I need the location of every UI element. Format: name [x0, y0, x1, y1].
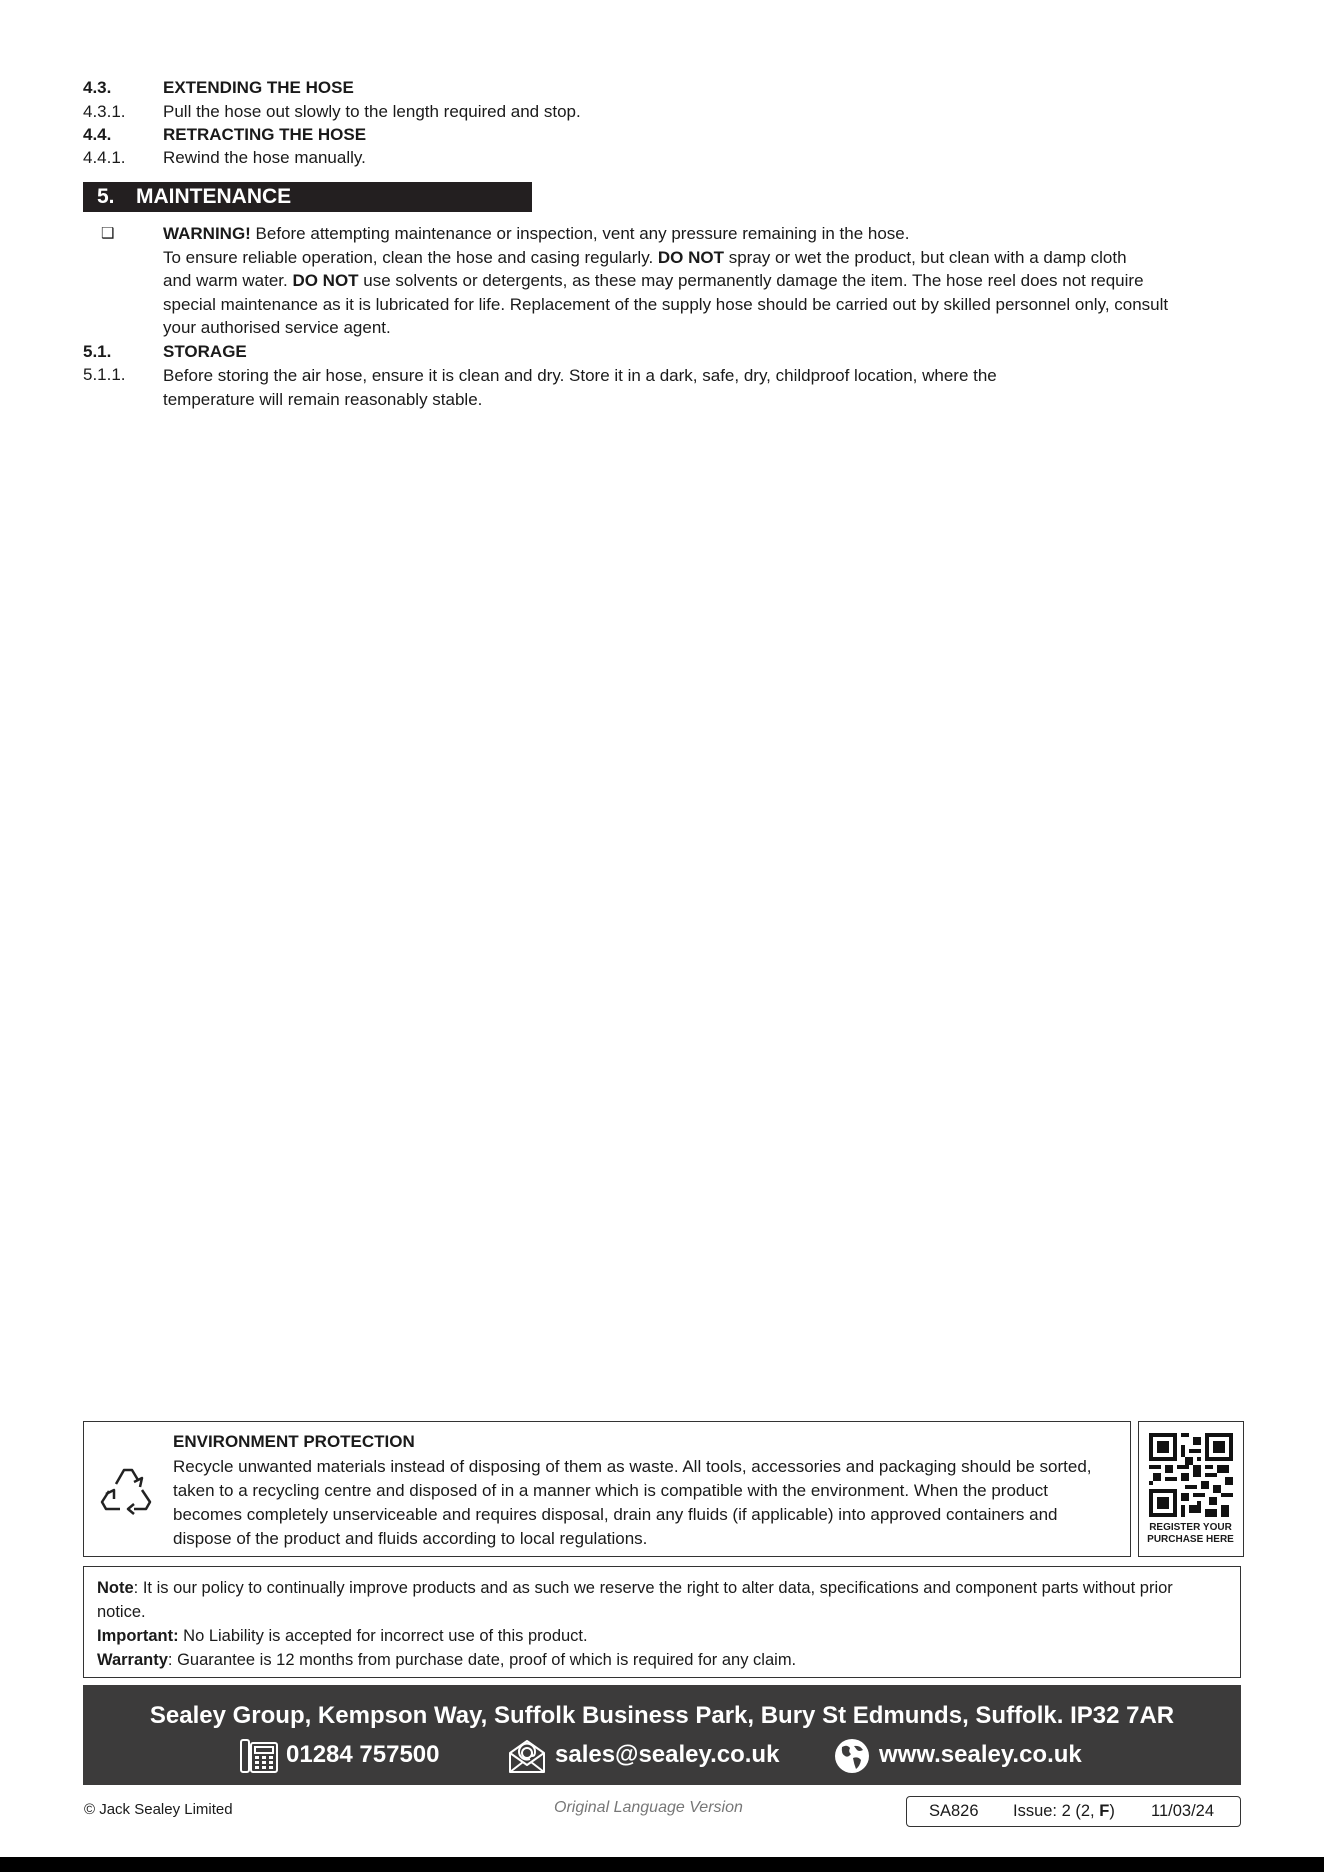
page-bottom-border [0, 1857, 1324, 1872]
note-text [97, 1576, 1227, 1672]
section-title: MAINTENANCE [136, 185, 292, 208]
document-reference [906, 1796, 1241, 1827]
checkbox-bullet-icon: ❑ [101, 225, 115, 242]
model-number: SA826 [929, 1802, 979, 1820]
env-text-line: becomes completely unserviceable and requires disposal, drain any fluids (if applicable) into approved containers and [173, 1505, 1058, 1524]
important-text: No Liability is accepted for incorrect use of this product. [178, 1627, 588, 1645]
section-number: 4.3. [83, 78, 112, 97]
issue-text: Issue: 2 (2, [1013, 1802, 1100, 1820]
env-text-line: Recycle unwanted materials instead of disposing of them as waste. All tools, accessories and packaging should be sorted, [173, 1457, 1092, 1476]
step-text: Pull the hose out slowly to the length required and stop. [163, 102, 581, 121]
step-number: 4.3.1. [83, 102, 126, 121]
step-number: 5.1.1. [83, 365, 126, 384]
step-text-line: temperature will remain reasonably stable. [163, 389, 483, 409]
issue-text: ) [1109, 1802, 1115, 1820]
recycle-icon [94, 1454, 160, 1520]
section-number: 4.4. [83, 125, 112, 144]
warning-text: and warm water. [163, 271, 293, 290]
warranty-label: Warranty [97, 1651, 168, 1669]
note-line: notice. [97, 1603, 146, 1621]
step-text [163, 364, 1238, 411]
section-header-maintenance [83, 182, 532, 212]
issue-date: 11/03/24 [1151, 1802, 1215, 1820]
note-line: : It is our policy to continually improve products and as such we reserve the right to alter data, specifications and component parts without prior [133, 1579, 1173, 1597]
qr-caption-line: REGISTER YOUR [1149, 1522, 1232, 1533]
note-label: Note [97, 1579, 134, 1597]
section-number: 5. [97, 185, 115, 208]
maintenance-warning [163, 222, 1238, 340]
step-number: 4.4.1. [83, 148, 126, 167]
note-box [83, 1566, 1241, 1678]
issue-number [1013, 1797, 1115, 1825]
phone-icon [239, 1737, 279, 1775]
section-number: 5.1. [83, 342, 112, 361]
warranty-text: : Guarantee is 12 months from purchase date, proof of which is required for any claim. [167, 1651, 797, 1669]
language-version: Original Language Version [554, 1799, 743, 1816]
warning-text: use solvents or detergents, as these may permanently damage the item. The hose reel does not require [358, 271, 1144, 290]
warning-text: To ensure reliable operation, clean the hose and casing regularly. [163, 247, 658, 267]
env-text-line: taken to a recycling centre and disposed of in a manner which is compatible with the environment. When the product [173, 1481, 1049, 1500]
step-text-line: Before storing the air hose, ensure it is clean and dry. Store it in a dark, safe, dry, childproof location, where the [163, 366, 997, 385]
warning-label: WARNING! [163, 224, 251, 243]
warning-text: your authorised service agent. [163, 318, 391, 337]
contact-banner [83, 1685, 1241, 1785]
qr-caption-line: PURCHASE HERE [1147, 1534, 1234, 1545]
emphasis: DO NOT [657, 247, 724, 267]
warning-text: Before attempting maintenance or inspection, vent any pressure remaining in the hose. [250, 224, 910, 243]
emphasis: DO NOT [292, 271, 359, 290]
environment-protection-box [83, 1421, 1131, 1557]
section-heading: RETRACTING THE HOSE [163, 125, 367, 144]
qr-code-icon[interactable] [1149, 1433, 1233, 1517]
env-text-line: dispose of the product and fluids according to local regulations. [173, 1529, 648, 1548]
website-link[interactable]: www.sealey.co.uk [879, 1741, 1082, 1768]
issue-code: F [1099, 1802, 1110, 1820]
section-heading: STORAGE [163, 342, 247, 361]
step-text: Rewind the hose manually. [163, 148, 366, 167]
phone-number[interactable]: 01284 757500 [286, 1741, 440, 1768]
section-heading: EXTENDING THE HOSE [163, 78, 354, 97]
email-icon [507, 1737, 547, 1775]
copyright: © Jack Sealey Limited [84, 1801, 233, 1818]
register-purchase-box[interactable] [1138, 1421, 1244, 1557]
qr-caption [1139, 1522, 1242, 1546]
important-label: Important: [97, 1627, 179, 1645]
company-address: Sealey Group, Kempson Way, Suffolk Business Park, Bury St Edmunds, Suffolk. IP32 7AR [149, 1702, 1175, 1729]
warning-text: special maintenance as it is lubricated for life. Replacement of the supply hose should be carried out by skilled personnel only, consult [163, 294, 1169, 314]
email-address[interactable]: sales@sealey.co.uk [555, 1741, 780, 1768]
warning-text: spray or wet the product, but clean with a damp cloth [724, 247, 1127, 267]
globe-icon [833, 1737, 871, 1775]
env-title: ENVIRONMENT PROTECTION [173, 1432, 415, 1451]
env-text [173, 1455, 1118, 1551]
